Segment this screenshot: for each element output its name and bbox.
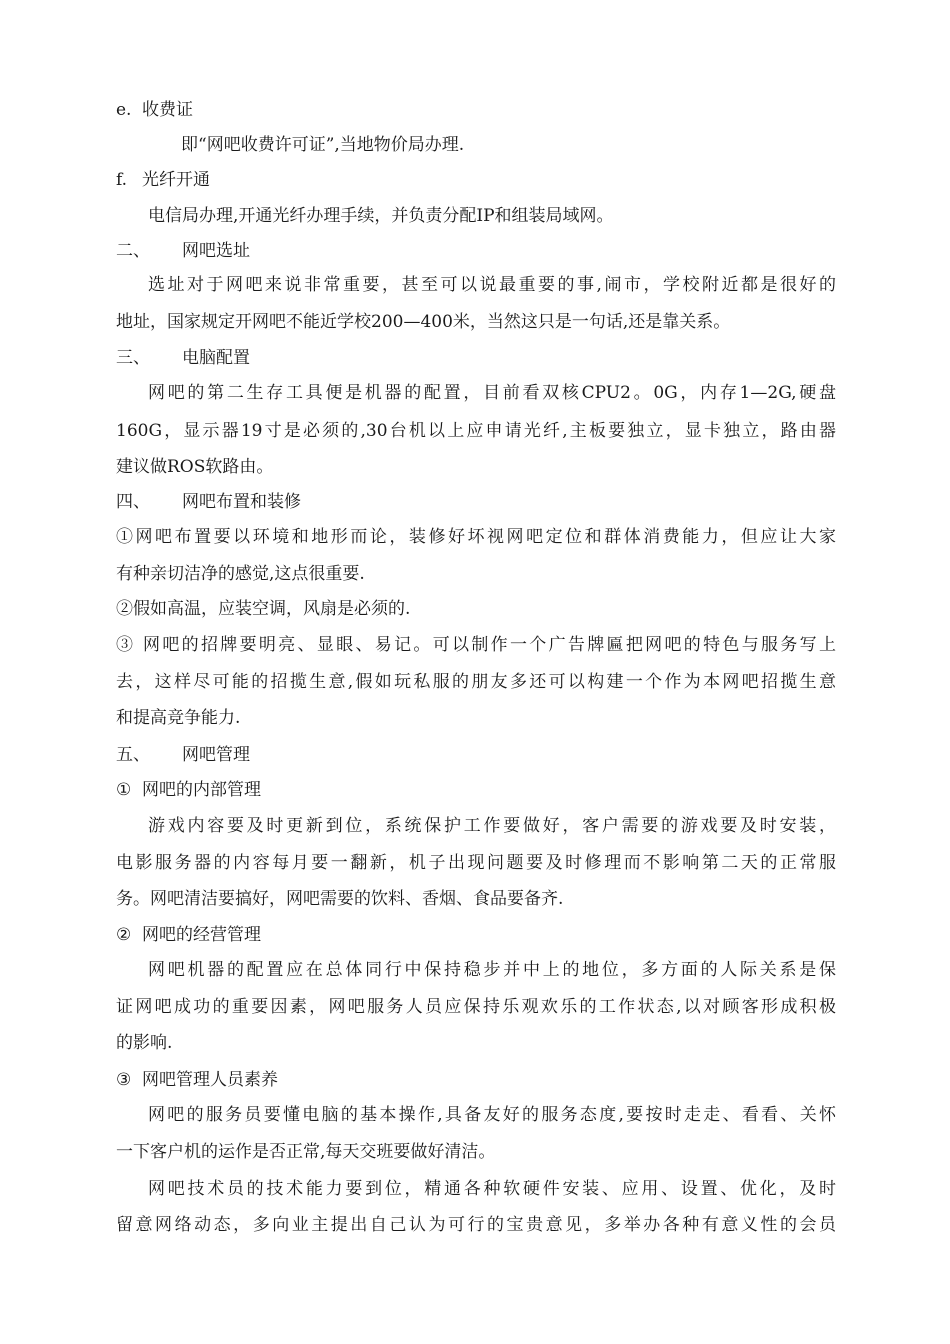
paragraph-line: ②假如高温，应装空调，风扇是必须的. (116, 599, 411, 619)
paragraph-line: 网吧技术员的技术能力要到位，精通各种软硬件安装、应用、设置、优化，及时 (148, 1179, 836, 1199)
paragraph-line: 160G，显示器19寸是必须的,30台机以上应申请光纤,主板要独立，显卡独立，路由器 (116, 421, 836, 441)
paragraph-f-body: 电信局办理,开通光纤办理手续，并负责分配IP和组装局域网。 (148, 206, 614, 226)
section-4-title: 网吧布置和装修 (182, 492, 301, 512)
section-3-heading (116, 346, 836, 370)
paragraph-e-body: 即“网吧收费许可证”,当地物价局办理. (181, 135, 465, 155)
paragraph-line: 选址对于网吧来说非常重要，甚至可以说最重要的事,闹市，学校附近都是很好的 (148, 275, 836, 295)
paragraph-line: 有种亲切洁净的感觉,这点很重要. (116, 564, 365, 584)
paragraph-line: 网吧的服务员要懂电脑的基本操作,具备友好的服务态度,要按时走走、看看、关怀 (148, 1105, 836, 1125)
paragraph-line: 建议做ROS软路由。 (116, 457, 274, 477)
section-5-heading (116, 743, 836, 767)
paragraph-line: 去，这样尽可能的招揽生意,假如玩私服的朋友多还可以构建一个作为本网吧招揽生意 (116, 672, 836, 692)
paragraph-line: ③ 网吧的招牌要明亮、显眼、易记。可以制作一个广告牌匾把网吧的特色与服务写上 (116, 635, 836, 655)
section-2-title: 网吧选址 (182, 241, 250, 261)
paragraph-line: 和提高竞争能力. (116, 708, 241, 728)
paragraph-line: 留意网络动态，多向业主提出自己认为可行的宝贵意见，多举办各种有意义性的会员 (116, 1215, 836, 1235)
section-3-number: 三、 (116, 348, 150, 368)
section-2-heading (116, 239, 836, 263)
section-4-number: 四、 (116, 492, 150, 512)
heading-e (116, 98, 836, 122)
subsection-b-heading (116, 923, 836, 947)
paragraph-line: 网吧机器的配置应在总体同行中保持稳步并中上的地位，多方面的人际关系是保 (148, 960, 836, 980)
section-4-heading (116, 490, 836, 514)
section-3-title: 电脑配置 (182, 348, 250, 368)
subsection-a-label: ① (116, 780, 132, 800)
subsection-b-label: ② (116, 925, 132, 945)
heading-e-label: e. (116, 100, 132, 120)
paragraph-line: 电影服务器的内容每月要一翻新，机子出现问题要及时修理而不影响第二天的正常服 (116, 853, 836, 873)
section-5-number: 五、 (116, 745, 150, 765)
paragraph-line: 的影响. (116, 1033, 173, 1053)
paragraph-line: 一下客户机的运作是否正常,每天交班要做好清洁。 (116, 1142, 496, 1162)
section-2-number: 二、 (116, 241, 150, 261)
subsection-c-title: 网吧管理人员素养 (142, 1070, 278, 1090)
paragraph-line: 游戏内容要及时更新到位，系统保护工作要做好，客户需要的游戏要及时安装， (148, 816, 836, 836)
paragraph-line: ①网吧布置要以环境和地形而论，装修好坏视网吧定位和群体消费能力，但应让大家 (116, 527, 836, 547)
heading-f-title: 光纤开通 (142, 170, 210, 190)
paragraph-line: 地址，国家规定开网吧不能近学校200—400米，当然这只是一句话,还是靠关系。 (116, 312, 731, 332)
paragraph-line: 务。网吧清洁要搞好，网吧需要的饮料、香烟、食品要备齐. (116, 889, 564, 909)
paragraph-line: 证网吧成功的重要因素，网吧服务人员应保持乐观欢乐的工作状态,以对顾客形成积极 (116, 997, 836, 1017)
heading-f (116, 168, 836, 192)
heading-f-label: f. (116, 170, 128, 190)
subsection-c-label: ③ (116, 1070, 132, 1090)
subsection-c-heading (116, 1068, 836, 1092)
subsection-a-title: 网吧的内部管理 (142, 780, 261, 800)
section-5-title: 网吧管理 (182, 745, 250, 765)
heading-e-title: 收费证 (142, 100, 193, 120)
subsection-a-heading (116, 778, 836, 802)
paragraph-line: 网吧的第二生存工具便是机器的配置，目前看双核CPU2。0G，内存1—2G,硬盘 (148, 383, 836, 403)
subsection-b-title: 网吧的经营管理 (142, 925, 261, 945)
